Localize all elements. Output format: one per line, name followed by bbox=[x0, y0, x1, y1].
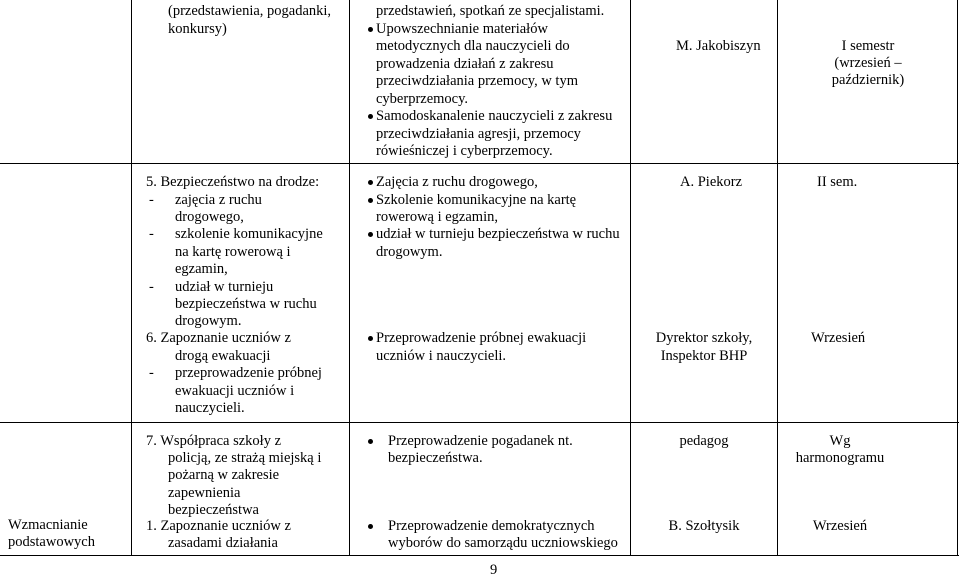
bullet-icon bbox=[368, 27, 373, 32]
text-line: drogą ewakuacji bbox=[175, 348, 271, 364]
text-line: harmonogramu bbox=[795, 450, 885, 466]
text-line: Upowszechnianie materiałów bbox=[376, 21, 548, 37]
text-line: Zajęcia z ruchu drogowego, bbox=[376, 174, 538, 190]
responsible-person: M. Jakobiszyn bbox=[676, 38, 761, 54]
text-line: podstawowych bbox=[8, 534, 95, 550]
column-divider-2 bbox=[349, 0, 350, 555]
text-line: Samodoskanalenie nauczycieli z zakresu bbox=[376, 108, 613, 124]
text-line: cyberprzemocy. bbox=[376, 91, 469, 107]
text-line: drogowym. bbox=[175, 313, 242, 329]
row-divider-2 bbox=[0, 422, 959, 423]
bullet-icon bbox=[368, 232, 373, 237]
bullet-icon bbox=[368, 114, 373, 119]
text-line: przeprowadzenie próbnej bbox=[175, 365, 322, 381]
text-line: wyborów do samorządu uczniowskiego bbox=[388, 535, 618, 551]
term-text: Wrzesień bbox=[811, 330, 866, 346]
text-line: (przedstawienia, pogadanki, bbox=[168, 3, 332, 19]
text-line: bezpieczeństwa bbox=[168, 502, 259, 518]
text-line: konkursy) bbox=[168, 21, 227, 37]
responsible-person: B. Szołtysik bbox=[668, 518, 740, 534]
list-item-title: 7. Współpraca szkoły z bbox=[146, 433, 282, 449]
column-divider-3 bbox=[630, 0, 631, 555]
bullet-icon bbox=[368, 198, 373, 203]
column-divider-1 bbox=[131, 0, 132, 555]
table-bottom-border bbox=[0, 555, 959, 556]
text-line: szkolenie komunikacyjne bbox=[175, 226, 323, 242]
bullet-icon bbox=[368, 439, 373, 444]
list-item-title: 1. Zapoznanie uczniów z bbox=[146, 518, 291, 534]
text-line: udział w turnieju bezpieczeństwa w ruchu bbox=[376, 226, 620, 242]
list-item-title: 5. Bezpieczeństwo na drodze: bbox=[146, 174, 320, 190]
bullet-icon bbox=[368, 336, 373, 341]
page-number: 9 bbox=[490, 562, 498, 578]
dash-icon: - bbox=[149, 279, 154, 295]
text-line: policją, ze strażą miejską i bbox=[168, 450, 322, 466]
text-line: bezpieczeństwa w ruchu bbox=[175, 296, 317, 312]
responsible-person: pedagog bbox=[679, 433, 729, 449]
text-line: prowadzenia działań z zakresu bbox=[376, 56, 554, 72]
text-line: ewakuacji uczniów i bbox=[175, 383, 295, 399]
text-line: Przeprowadzenie próbnej ewakuacji bbox=[376, 330, 587, 346]
text-line: Przeprowadzenie pogadanek nt. bbox=[388, 433, 573, 449]
text-line: Przeprowadzenie demokratycznych bbox=[388, 518, 595, 534]
text-line: drogowym. bbox=[376, 244, 443, 260]
bullet-icon bbox=[368, 180, 373, 185]
text-line: I semestr bbox=[841, 38, 895, 54]
text-line: rowerową i egzamin, bbox=[376, 209, 498, 225]
text-line: metodycznych dla nauczycieli do bbox=[376, 38, 570, 54]
text-line: przeciwdziałania agresji, przemocy bbox=[376, 126, 581, 142]
text-line: (wrzesień – bbox=[834, 55, 902, 71]
dash-icon: - bbox=[149, 192, 154, 208]
text-line: Wzmacnianie bbox=[8, 517, 88, 533]
text-line: Inspektor BHP bbox=[660, 348, 748, 364]
term-text: Wrzesień bbox=[812, 518, 868, 534]
text-line: przedstawień, spotkań ze specjalistami. bbox=[376, 3, 605, 19]
text-line: Wg bbox=[829, 433, 851, 449]
text-line: Dyrektor szkoły, bbox=[655, 330, 753, 346]
text-line: rówieśniczej i cyberprzemocy. bbox=[376, 143, 553, 159]
row-divider-1 bbox=[0, 163, 959, 164]
text-line: uczniów i nauczycieli. bbox=[376, 348, 507, 364]
text-line: październik) bbox=[831, 72, 905, 88]
text-line: drogowego, bbox=[175, 209, 244, 225]
list-item-title: 6. Zapoznanie uczniów z bbox=[146, 330, 291, 346]
dash-icon: - bbox=[149, 226, 154, 242]
text-line: przeciwdziałania przemocy, w tym bbox=[376, 73, 578, 89]
text-line: zapewnienia bbox=[168, 485, 241, 501]
term-text: II sem. bbox=[817, 174, 858, 190]
text-line: udział w turnieju bbox=[175, 279, 274, 295]
responsible-person: A. Piekorz bbox=[680, 174, 743, 190]
text-line: pożarną w zakresie bbox=[168, 467, 280, 483]
text-line: nauczycieli. bbox=[175, 400, 245, 416]
text-line: zasadami działania bbox=[168, 535, 278, 551]
text-line: zajęcia z ruchu bbox=[175, 192, 262, 208]
text-line: Szkolenie komunikacyjne na kartę bbox=[376, 192, 577, 208]
text-line: bezpieczeństwa. bbox=[388, 450, 483, 466]
dash-icon: - bbox=[149, 365, 154, 381]
text-line: na kartę rowerową i bbox=[175, 244, 291, 260]
bullet-icon bbox=[368, 524, 373, 529]
text-line: egzamin, bbox=[175, 261, 228, 277]
